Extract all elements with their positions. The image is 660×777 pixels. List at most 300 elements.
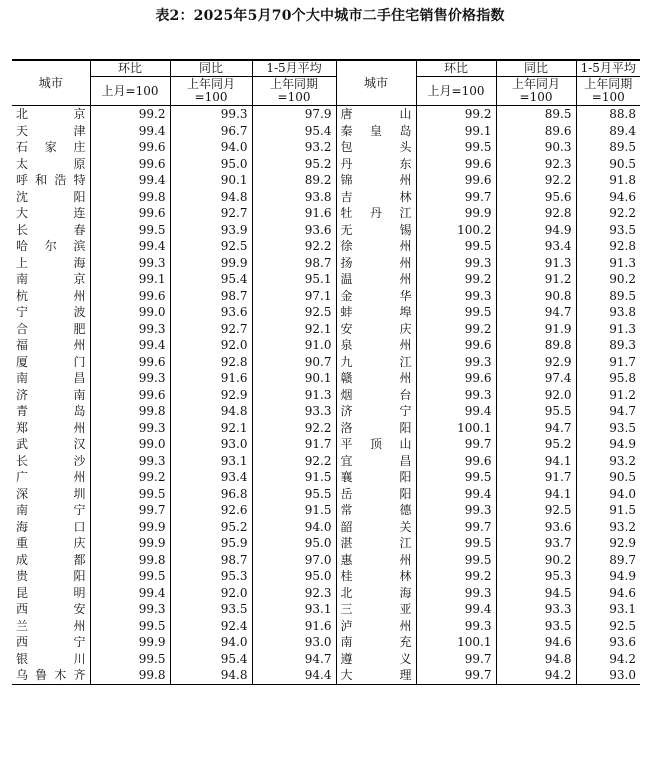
header-yoy-base-left: 上年同月 =100 [170,77,252,106]
header-city-right: 城市 [336,60,416,106]
table-row [12,172,640,189]
cell-mom-right: 99.5 [416,139,496,156]
cell-avg-right: 93.0 [576,667,640,684]
cell-city-left: 武汉 [12,436,90,453]
cell-mom-left: 99.8 [90,667,170,684]
cell-yoy-right: 95.2 [496,436,576,453]
cell-city-right: 扬州 [336,255,416,272]
cell-avg-right: 94.9 [609,569,636,583]
cell-yoy-right: 91.7 [496,469,576,486]
cell-yoy-left: 92.7 [170,205,252,222]
cell-mom-right: 99.2 [416,568,496,585]
cell-yoy-left: 94.0 [170,139,252,156]
cell-city-right: 赣州 [336,370,416,387]
cell-avg-right: 92.9 [609,536,636,550]
cell-yoy-left: 92.7 [170,321,252,338]
cell-avg-right: 90.2 [609,272,636,286]
cell-avg-left: 97.0 [252,552,336,569]
cell-yoy-right: 92.8 [496,205,576,222]
cell-yoy-left: 98.7 [170,288,252,305]
table-body [12,106,640,685]
cell-yoy-left: 90.1 [170,172,252,189]
cell-yoy-left: 91.6 [170,370,252,387]
cell-avg-left: 89.2 [252,172,336,189]
cell-mom-right: 99.7 [416,436,496,453]
cell-mom-left: 99.3 [90,601,170,618]
cell-city-left: 南宁 [12,502,90,519]
cell-city-right: 湛江 [336,535,416,552]
cell-city-left: 海口 [12,519,90,536]
cell-mom-left: 99.3 [90,453,170,470]
cell-mom-left: 99.5 [90,222,170,239]
cell-mom-left: 99.6 [90,387,170,404]
cell-yoy-right: 91.9 [496,321,576,338]
cell-avg-right: 92.2 [609,206,636,220]
cell-avg-left: 93.6 [252,222,336,239]
cell-mom-left: 99.4 [90,123,170,140]
cell-mom-right: 99.3 [416,618,496,635]
cell-city-right: 蚌埠 [336,304,416,321]
cell-yoy-left: 93.9 [170,222,252,239]
cell-yoy-right: 89.8 [496,337,576,354]
cell-yoy-left: 92.5 [170,238,252,255]
cell-city-right: 宜昌 [336,453,416,470]
cell-mom-right: 99.6 [416,337,496,354]
cell-mom-left: 99.9 [90,634,170,651]
cell-avg-left: 95.0 [252,568,336,585]
cell-mom-right: 99.2 [416,321,496,338]
cell-city-left: 济南 [12,387,90,404]
cell-city-left: 哈尔滨 [12,238,90,255]
cell-mom-left: 99.6 [90,156,170,173]
cell-avg-right: 93.2 [609,519,636,534]
cell-avg-left: 95.1 [252,271,336,288]
table-row [12,354,640,371]
cell-mom-right: 99.4 [416,486,496,503]
cell-yoy-right: 94.2 [496,667,576,684]
cell-yoy-right: 90.8 [496,288,576,305]
cell-city-right: 泸州 [336,618,416,635]
cell-mom-right: 100.1 [416,420,496,437]
cell-avg-left: 97.1 [252,288,336,305]
cell-city-left: 西宁 [12,634,90,651]
cell-mom-right: 99.5 [416,535,496,552]
cell-yoy-right: 93.4 [496,238,576,255]
cell-yoy-left: 95.3 [170,568,252,585]
cell-yoy-right: 94.1 [496,453,576,470]
cell-mom-left: 99.6 [90,205,170,222]
cell-city-left: 长沙 [12,453,90,470]
cell-city-right: 丹东 [336,156,416,173]
cell-mom-left: 99.5 [90,651,170,668]
table-row [12,552,640,569]
cell-city-right: 吉林 [336,189,416,206]
cell-yoy-right: 93.5 [496,618,576,635]
cell-city-right: 无锡 [336,222,416,239]
cell-city-right: 泉州 [336,337,416,354]
cell-mom-left: 99.5 [90,568,170,585]
cell-city-right: 大理 [336,667,416,684]
header-mom-base-left: 上月=100 [90,77,170,106]
table-row [12,519,640,536]
cell-avg-left: 92.1 [252,321,336,338]
cell-yoy-right: 92.2 [496,172,576,189]
cell-mom-right: 99.3 [416,255,496,272]
cell-yoy-right: 94.8 [496,651,576,668]
cell-avg-left: 91.5 [252,502,336,519]
cell-yoy-right: 90.2 [496,552,576,569]
header-avg-right: 1-5月平均 [576,60,640,77]
table-row [12,139,640,156]
header-avg-base-right: 上年同期 =100 [576,77,640,106]
cell-yoy-right: 90.3 [496,139,576,156]
header-mom-base-right: 上月=100 [416,77,496,106]
cell-avg-left: 95.4 [252,123,336,140]
cell-avg-left: 92.5 [252,304,336,321]
table-row [12,321,640,338]
cell-avg-left: 97.9 [252,106,336,123]
cell-yoy-left: 92.9 [170,387,252,404]
cell-yoy-right: 93.7 [496,535,576,552]
cell-yoy-right: 92.3 [496,156,576,173]
cell-mom-right: 99.6 [416,370,496,387]
cell-avg-right: 92.8 [609,239,636,253]
cell-avg-left: 93.8 [252,189,336,206]
cell-yoy-left: 93.1 [170,453,252,470]
cell-mom-right: 99.3 [416,354,496,371]
cell-avg-right: 93.6 [609,635,636,649]
table-row [12,634,640,651]
table-row [12,271,640,288]
cell-yoy-left: 93.0 [170,436,252,453]
table-row [12,106,640,123]
cell-mom-left: 99.3 [90,420,170,437]
table-row [12,304,640,321]
cell-yoy-right: 92.5 [496,502,576,519]
table-row [12,618,640,635]
cell-yoy-right: 94.1 [496,486,576,503]
cell-yoy-left: 93.6 [170,304,252,321]
cell-city-right: 锦州 [336,172,416,189]
cell-city-left: 呼和浩特 [12,172,90,189]
cell-city-left: 太原 [12,156,90,173]
cell-city-right: 济宁 [336,403,416,420]
cell-city-right: 金华 [336,288,416,305]
cell-mom-right: 99.3 [416,288,496,305]
cell-avg-right: 88.8 [609,107,636,121]
cell-city-left: 广州 [12,469,90,486]
cell-city-left: 长春 [12,222,90,239]
cell-yoy-right: 97.4 [496,370,576,387]
cell-avg-left: 91.3 [252,387,336,404]
cell-mom-left: 99.9 [90,519,170,536]
table-row [12,370,640,387]
cell-yoy-right: 95.6 [496,189,576,206]
cell-mom-right: 99.6 [416,453,496,470]
cell-mom-left: 99.7 [90,502,170,519]
cell-avg-left: 91.6 [252,618,336,635]
cell-avg-right: 94.2 [609,651,636,666]
cell-city-right: 徐州 [336,238,416,255]
table-row [12,222,640,239]
cell-mom-right: 99.3 [416,387,496,404]
cell-yoy-left: 94.8 [170,403,252,420]
cell-avg-left: 93.0 [252,634,336,651]
table-row [12,387,640,404]
cell-avg-left: 93.3 [252,403,336,420]
header-yoy-left: 同比 [170,60,252,77]
table-row [12,123,640,140]
cell-avg-right: 93.1 [609,602,636,616]
cell-mom-left: 99.4 [90,172,170,189]
table-row [12,667,640,684]
cell-city-right: 安庆 [336,321,416,338]
cell-city-right: 遵义 [336,651,416,668]
cell-avg-left: 92.2 [252,238,336,255]
cell-city-right: 洛阳 [336,420,416,437]
cell-avg-left: 92.2 [252,420,336,437]
table-row [12,453,640,470]
cell-avg-right: 93.8 [609,305,636,319]
cell-avg-left: 94.7 [252,651,336,668]
cell-city-left: 上海 [12,255,90,272]
cell-city-left: 天津 [12,123,90,140]
price-index-table [12,59,640,685]
table-row [12,502,640,519]
cell-city-right: 平顶山 [336,436,416,453]
cell-yoy-left: 95.0 [170,156,252,173]
cell-mom-right: 99.9 [416,205,496,222]
cell-yoy-right: 89.5 [496,106,576,123]
cell-yoy-right: 95.5 [496,403,576,420]
cell-yoy-right: 94.7 [496,304,576,321]
table-row [12,436,640,453]
cell-city-right: 包头 [336,139,416,156]
table-row [12,568,640,585]
cell-mom-right: 99.7 [416,651,496,668]
header-mom-left: 环比 [90,60,170,77]
cell-mom-right: 100.1 [416,634,496,651]
cell-avg-right: 95.8 [609,371,636,385]
cell-yoy-left: 95.9 [170,535,252,552]
table-row [12,238,640,255]
cell-yoy-left: 98.7 [170,552,252,569]
cell-city-left: 郑州 [12,420,90,437]
table-row [12,601,640,618]
cell-mom-left: 99.8 [90,552,170,569]
cell-avg-left: 90.1 [252,370,336,387]
cell-avg-left: 98.7 [252,255,336,272]
cell-city-left: 兰州 [12,618,90,635]
cell-avg-left: 92.3 [252,585,336,602]
cell-yoy-right: 94.5 [496,585,576,602]
cell-avg-right: 91.7 [609,354,636,369]
cell-avg-right: 91.2 [609,387,636,402]
cell-avg-left: 93.2 [252,139,336,156]
cell-mom-left: 99.4 [90,337,170,354]
cell-mom-right: 99.5 [416,238,496,255]
cell-mom-right: 99.7 [416,519,496,536]
cell-avg-right: 89.5 [609,288,636,303]
header-avg-left: 1-5月平均 [252,60,336,77]
cell-yoy-right: 91.3 [496,255,576,272]
cell-avg-right: 91.3 [609,321,636,336]
cell-mom-left: 99.9 [90,535,170,552]
cell-yoy-left: 93.5 [170,601,252,618]
cell-avg-right: 93.2 [609,453,636,468]
cell-yoy-right: 94.7 [496,420,576,437]
table-row [12,469,640,486]
cell-city-left: 深圳 [12,486,90,503]
cell-avg-left: 95.0 [252,535,336,552]
cell-yoy-right: 92.9 [496,354,576,371]
cell-city-left: 青岛 [12,403,90,420]
cell-mom-left: 99.0 [90,304,170,321]
cell-avg-left: 94.0 [252,519,336,536]
cell-avg-left: 95.5 [252,486,336,503]
cell-mom-right: 99.2 [416,271,496,288]
cell-yoy-left: 96.8 [170,486,252,503]
cell-yoy-left: 99.9 [170,255,252,272]
cell-yoy-left: 99.3 [170,106,252,123]
cell-mom-left: 99.8 [90,403,170,420]
cell-yoy-right: 91.2 [496,271,576,288]
cell-yoy-left: 95.4 [170,271,252,288]
cell-yoy-right: 93.6 [496,519,576,536]
table-row [12,288,640,305]
cell-mom-right: 99.4 [416,601,496,618]
cell-mom-left: 99.1 [90,271,170,288]
cell-mom-right: 99.2 [416,106,496,123]
cell-mom-left: 99.2 [90,106,170,123]
cell-avg-right: 89.7 [609,552,636,567]
cell-mom-left: 99.5 [90,486,170,503]
cell-mom-left: 99.6 [90,139,170,156]
cell-city-right: 温州 [336,271,416,288]
cell-city-left: 北京 [12,106,90,123]
table-row [12,189,640,206]
cell-avg-left: 90.7 [252,354,336,371]
cell-city-right: 岳阳 [336,486,416,503]
cell-avg-right: 94.9 [609,437,636,451]
cell-yoy-left: 95.4 [170,651,252,668]
cell-avg-right: 89.3 [609,338,636,352]
header-yoy-right: 同比 [496,60,576,77]
cell-avg-right: 91.5 [609,503,636,517]
cell-mom-right: 99.5 [416,469,496,486]
cell-city-left: 厦门 [12,354,90,371]
cell-city-left: 西安 [12,601,90,618]
cell-yoy-left: 94.0 [170,634,252,651]
table-row [12,535,640,552]
cell-avg-left: 92.2 [252,453,336,470]
table-row [12,486,640,503]
cell-city-right: 秦皇岛 [336,123,416,140]
cell-city-right: 南充 [336,634,416,651]
cell-avg-right: 90.5 [609,470,636,484]
table-row [12,651,640,668]
cell-avg-right: 91.8 [609,173,636,187]
cell-city-right: 三亚 [336,601,416,618]
cell-yoy-right: 95.3 [496,568,576,585]
cell-city-right: 北海 [336,585,416,602]
cell-avg-right: 93.5 [609,420,636,435]
cell-mom-right: 99.7 [416,667,496,684]
cell-avg-right: 94.6 [609,189,636,204]
cell-mom-left: 99.4 [90,585,170,602]
cell-city-left: 宁波 [12,304,90,321]
cell-mom-right: 99.6 [416,156,496,173]
header-city-left: 城市 [12,60,90,106]
cell-avg-left: 93.1 [252,601,336,618]
cell-mom-right: 99.7 [416,189,496,206]
table-row [12,403,640,420]
cell-city-left: 杭州 [12,288,90,305]
cell-avg-right: 92.5 [609,618,636,633]
cell-yoy-left: 92.4 [170,618,252,635]
cell-avg-right: 91.3 [609,255,636,270]
cell-avg-left: 91.5 [252,469,336,486]
cell-mom-left: 99.4 [90,238,170,255]
cell-yoy-right: 92.0 [496,387,576,404]
cell-city-left: 成都 [12,552,90,569]
cell-yoy-left: 92.0 [170,337,252,354]
cell-city-right: 常德 [336,502,416,519]
cell-avg-left: 95.2 [252,156,336,173]
cell-city-left: 昆明 [12,585,90,602]
cell-yoy-right: 89.6 [496,123,576,140]
cell-mom-left: 99.3 [90,255,170,272]
cell-yoy-left: 96.7 [170,123,252,140]
cell-avg-left: 91.0 [252,337,336,354]
cell-avg-left: 91.6 [252,205,336,222]
cell-yoy-right: 93.3 [496,601,576,618]
cell-city-right: 九江 [336,354,416,371]
cell-mom-left: 99.6 [90,288,170,305]
table-row [12,205,640,222]
cell-avg-right: 94.0 [609,486,636,501]
cell-yoy-left: 92.0 [170,585,252,602]
cell-yoy-right: 94.6 [496,634,576,651]
cell-mom-right: 99.5 [416,304,496,321]
cell-mom-right: 99.1 [416,123,496,140]
cell-avg-left: 91.7 [252,436,336,453]
cell-city-right: 烟台 [336,387,416,404]
cell-mom-right: 99.6 [416,172,496,189]
cell-avg-right: 90.5 [609,156,636,171]
table-row [12,337,640,354]
cell-city-left: 贵阳 [12,568,90,585]
table-row [12,420,640,437]
cell-yoy-left: 94.8 [170,189,252,206]
cell-yoy-right: 94.9 [496,222,576,239]
cell-city-right: 桂林 [336,568,416,585]
cell-avg-right: 93.5 [609,222,636,237]
cell-city-left: 重庆 [12,535,90,552]
table-row [12,255,640,272]
table-title: 表2：2025年5月70个大中城市二手住宅销售价格指数 [155,8,505,24]
cell-avg-left: 94.4 [252,667,336,684]
cell-mom-right: 99.3 [416,585,496,602]
cell-yoy-left: 92.8 [170,354,252,371]
cell-city-left: 银川 [12,651,90,668]
cell-avg-right: 89.4 [609,123,636,138]
cell-avg-right: 94.6 [609,585,636,600]
cell-city-right: 韶关 [336,519,416,536]
cell-city-left: 乌鲁木齐 [12,667,90,684]
header-yoy-base-right: 上年同月 =100 [496,77,576,106]
cell-city-left: 南昌 [12,370,90,387]
